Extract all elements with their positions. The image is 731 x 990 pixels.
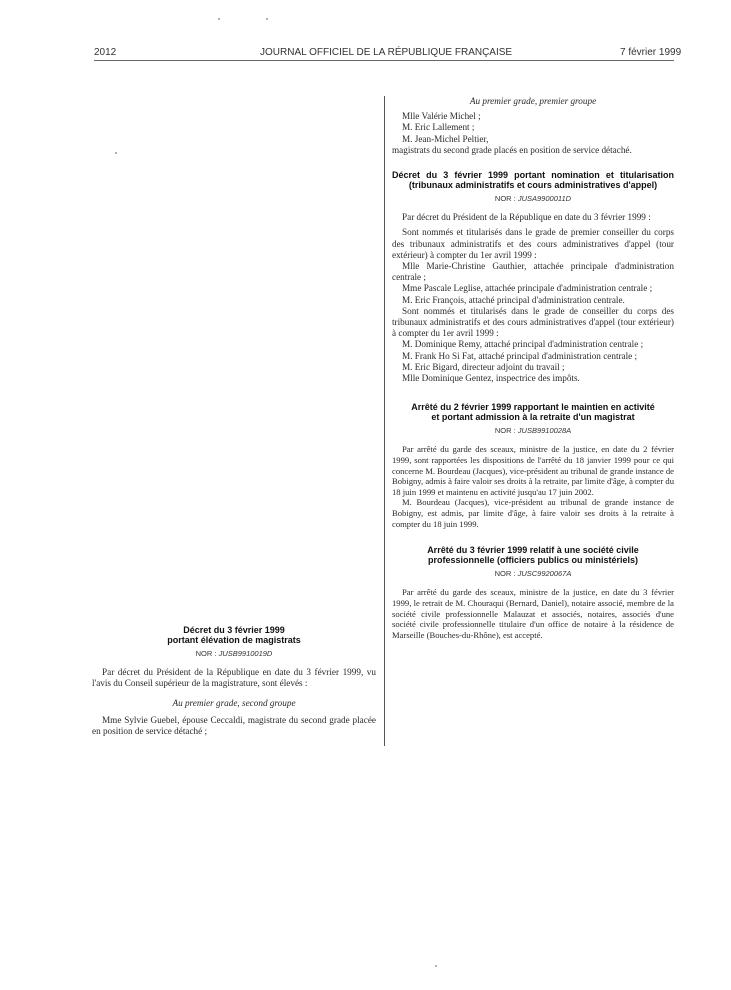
nor-code: JUSA9900011D xyxy=(517,194,572,204)
paragraph: Sont nommés et titularisés dans le grade de conseiller du corps des tribunaux administratifs et des cours administratives d'appel (tour extérieur) à compter du 1er avril 1999 : xyxy=(392,305,674,339)
decret-elevation-intro: Par décret du Président de la République en date du 3 février 1999, vu l'avis du Conseil supérieur de la magistrature, sont élevés : xyxy=(92,667,376,689)
nor-reference xyxy=(392,425,674,436)
arrete-maintien-title-line1: Arrêté du 2 février 1999 rapportant le maintien en activité xyxy=(411,402,655,413)
nor-label: NOR : xyxy=(195,649,217,658)
nor-code: JUSB9910028A xyxy=(517,426,572,436)
paragraph: Sont nommés et titularisés dans le grade de premier conseiller du corps des tribunaux administratifs et des cours administratives d'appel (tour extérieur) à compter du 1er avril 1999 : xyxy=(392,227,674,260)
group-heading: Au premier grade, second groupe xyxy=(172,697,296,708)
scan-speck xyxy=(115,152,117,154)
nor-code: JUSB9910019D xyxy=(218,649,273,658)
decret-elevation-title xyxy=(92,625,376,645)
closing-line: magistrats du second grade placés en position de service détaché. xyxy=(392,144,632,155)
nor-reference xyxy=(392,193,674,204)
arrete-scp-title-line2: professionnelle (officiers publics ou ministériels) xyxy=(427,555,639,566)
paragraph: M. Frank Ho Si Fat, attaché principal d'administration centrale ; xyxy=(402,350,638,361)
paragraph: M. Eric Bigard, directeur adjoint du travail ; xyxy=(402,361,565,372)
paragraph: Par arrêté du garde des sceaux, ministre de la justice, en date du 3 février 1999, le retrait de M. Chouraqui (Bernard, Daniel), notaire associé, membre de la société civile professionnelle Malauzat et associés, notaires, associés d'une société civile professionnelle titulaire d'un office de notaire à la résidence de Marseille (Bouches-du-Rhône), est accepté. xyxy=(392,587,674,640)
scan-speck xyxy=(218,18,220,20)
column-divider xyxy=(384,96,385,746)
nor-reference xyxy=(92,648,376,659)
paragraph: Par arrêté du garde des sceaux, ministre de la justice, en date du 2 février 1999, sont rapportées les dispositions de l'arrêté du 18 janvier 1999 pour ce qui concerne M. Bourdeau (Jacques), vice-président au tribunal de grande instance de Bobigny, admis à faire valoir ses droits à la retraite, par limite d'âge, à compter du 18 juin 1999 et maintenu en activité jusqu'au 17 juin 2002. xyxy=(392,444,674,497)
paragraph: Mlle Dominique Gentez, inspectrice des impôts. xyxy=(402,373,580,384)
right-column xyxy=(392,96,674,640)
scan-speck xyxy=(266,18,268,20)
header-rule xyxy=(94,60,674,61)
nor-reference xyxy=(392,568,674,579)
arrete-scp-title xyxy=(392,545,674,565)
name-line: M. Jean-Michel Peltier, xyxy=(402,133,489,144)
scan-speck xyxy=(435,965,437,967)
paragraph: Mlle Marie-Christine Gauthier, attachée principale d'administration centrale ; xyxy=(392,261,674,283)
group-heading: Au premier grade, premier groupe xyxy=(469,96,597,106)
arrete-maintien-title xyxy=(392,402,674,422)
paragraph: M. Dominique Remy, attaché principal d'administration centrale ; xyxy=(402,339,644,350)
left-column xyxy=(92,625,376,737)
nor-code: JUSC9920067A xyxy=(517,569,572,579)
decret-elevation-title-line2: portant élévation de magistrats xyxy=(167,635,301,645)
paragraph: Mme Pascale Leglise, attachée principale d'administration centrale ; xyxy=(402,283,653,294)
magistrate-entry: Mme Sylvie Guebel, épouse Ceccaldi, magistrate du second grade placée en position de service détaché ; xyxy=(92,714,376,737)
nor-label: NOR : xyxy=(494,569,516,579)
nor-label: NOR : xyxy=(494,194,516,204)
paragraph: Par décret du Président de la République en date du 3 février 1999 : xyxy=(402,212,651,223)
arrete-maintien-title-line2: et portant admission à la retraite d'un magistrat xyxy=(431,412,635,423)
name-line: M. Eric Lallement ; xyxy=(402,122,475,133)
nor-label: NOR : xyxy=(494,426,516,436)
name-line: Mlle Valérie Michel ; xyxy=(402,111,481,122)
decret-nomination-title: Décret du 3 février 1999 portant nomination et titularisation (tribunaux administratifs et cours administratives d'appel) xyxy=(392,170,674,191)
journal-title: JOURNAL OFFICIEL DE LA RÉPUBLIQUE FRANÇAISE xyxy=(260,47,513,58)
page-number: 2012 xyxy=(94,47,117,58)
paragraph: M. Eric François, attaché principal d'administration centrale. xyxy=(402,294,625,305)
header-date: 7 février 1999 xyxy=(620,47,682,58)
decret-elevation-title-line1: Décret du 3 février 1999 xyxy=(183,625,285,635)
arrete-scp-title-line1: Arrêté du 3 février 1999 relatif à une société civile xyxy=(427,545,639,556)
paragraph: M. Bourdeau (Jacques), vice-président au tribunal de grande instance de Bobigny, est admis, par limite d'âge, à faire valoir ses droits à la retraite à compter du 18 juin 1999. xyxy=(392,497,674,529)
